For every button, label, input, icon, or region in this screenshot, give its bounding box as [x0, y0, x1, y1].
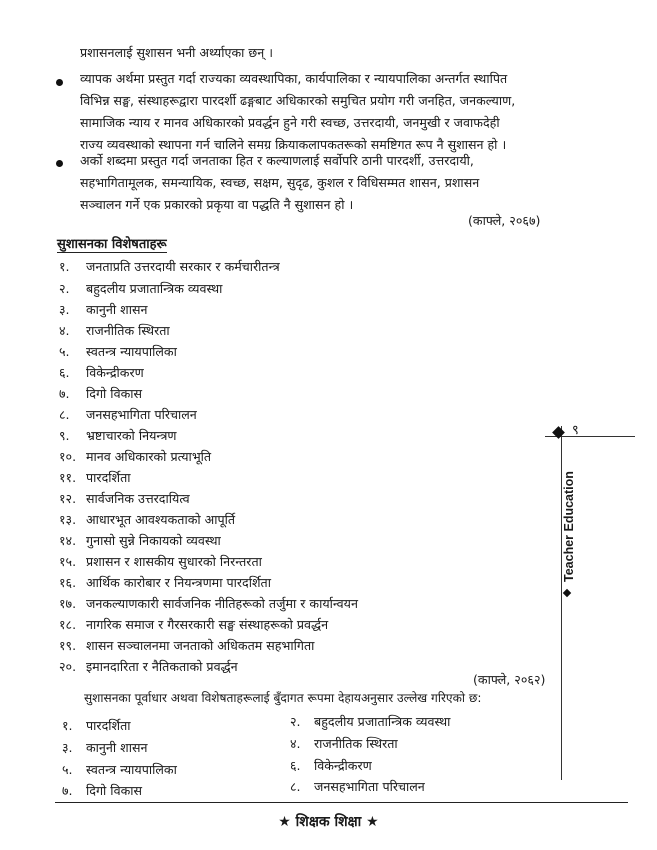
intro-line: सामाजिक न्याय र मानव अधिकारको प्रवर्द्धन हुने गरी स्वच्छ, उत्तरदायी, जनमुखी र जवाफदेही [80, 115, 500, 130]
list-item: राजनीतिक स्थिरता [86, 323, 170, 338]
section-heading: सुशासनका विशेषताहरू [57, 234, 167, 253]
list-item: पारदर्शिता [86, 470, 131, 485]
list-item: आर्थिक कारोबार र नियन्त्रणमा पारदर्शिता [86, 575, 271, 590]
list-item: दिगो विकास [86, 386, 143, 401]
list-item-number: २. [59, 281, 70, 296]
list-item: पारदर्शिता [86, 718, 131, 733]
list-item: गुनासो सुन्ने निकायको व्यवस्था [86, 533, 221, 548]
list-item: शासन सञ्चालनमा जनताको अधिकतम सहभागिता [86, 638, 315, 653]
list-item: विकेन्द्रीकरण [86, 365, 144, 380]
list-item-number: ७. [62, 783, 73, 798]
list-item: जनसहभागिता परिचालन [86, 407, 197, 422]
list-item-number: ३. [62, 740, 73, 755]
list-item-number: १. [59, 259, 70, 274]
intro-line: सहभागितामूलक, समन्यायिक, स्वच्छ, सक्षम, सुदृढ, कुशल र विधिसम्मत शासन, प्रशासन [80, 175, 480, 190]
intro-line: राज्य व्यवस्थाको स्थापना गर्न चालिने समग्र क्रियाकलापकतरूको समष्टिगत रूप नै सुशासन हो । [80, 137, 507, 152]
bullet-icon [56, 160, 63, 167]
intro-line: प्रशासनलाई सुशासन भनी अर्थ्याएका छन् । [80, 45, 273, 60]
list-item-number: १९. [59, 638, 77, 653]
list-item-number: ६. [290, 758, 301, 773]
list-item-number: १४. [59, 533, 77, 548]
list-item-number: ५. [59, 344, 70, 359]
list-item: कानुनी शासन [86, 302, 148, 317]
list-item-number: १०. [59, 449, 77, 464]
list-item-number: ९. [59, 428, 70, 443]
diamond-icon [563, 589, 571, 597]
list-item-number: १२. [59, 491, 77, 506]
list-item: स्वतन्त्र न्यायपालिका [86, 344, 177, 359]
list-item: सार्वजनिक उत्तरदायित्व [86, 491, 190, 506]
list-item: बहुदलीय प्रजातान्त्रिक व्यवस्था [86, 281, 223, 296]
citation: (काफ्ले, २०६२) [473, 672, 546, 687]
prereq-intro: सुशासनका पूर्वाधार अथवा विशेषताहरूलाई बुँदागत रूपमा देहायअनुसार उल्लेख गरिएको छ: [84, 691, 482, 705]
list-item: राजनीतिक स्थिरता [314, 736, 398, 751]
page-number: ९ [572, 423, 579, 438]
list-item-number: ३. [59, 302, 70, 317]
list-item: स्वतन्त्र न्यायपालिका [86, 762, 177, 777]
footer-rule [55, 802, 628, 803]
side-label: Teacher Education [562, 471, 576, 582]
footer-title: ★ शिक्षक शिक्षा ★ [278, 814, 379, 830]
list-item: बहुदलीय प्रजातान्त्रिक व्यवस्था [314, 714, 451, 729]
list-item: जनकल्याणकारी सार्वजनिक नीतिहरूको तर्जुमा र कार्यान्वयन [86, 596, 358, 611]
list-item: जनसहभागिता परिचालन [314, 779, 425, 794]
list-item-number: १५. [59, 554, 77, 569]
list-item-number: २०. [59, 659, 77, 674]
list-item-number: १८. [59, 617, 77, 632]
list-item-number: १६. [59, 575, 77, 590]
list-item-number: ११. [59, 470, 77, 485]
list-item-number: ६. [59, 365, 70, 380]
list-item-number: २. [290, 714, 301, 729]
list-item-number: ७. [59, 386, 70, 401]
list-item-number: १. [62, 718, 73, 733]
list-item-number: ४. [59, 323, 70, 338]
list-item: नागरिक समाज र गैरसरकारी सङ्घ संस्थाहरूको प्रवर्द्धन [86, 617, 329, 632]
list-item: प्रशासन र शासकीय सुधारको निरन्तरता [86, 554, 262, 569]
list-item-number: ८. [290, 779, 301, 794]
list-item: आधारभूत आवश्यकताको आपूर्ति [86, 512, 236, 527]
list-item-number: ८. [59, 407, 70, 422]
list-item: इमानदारिता र नैतिकताको प्रवर्द्धन [86, 659, 238, 674]
list-item-number: १३. [59, 512, 77, 527]
citation: (काफ्ले, २०६७) [468, 213, 541, 228]
intro-line: विभिन्न सङ्घ, संस्थाहरूद्वारा पारदर्शी ढङ्गबाट अधिकारको समुचित प्रयोग गरी जनहित, जनकल्याण, [80, 93, 516, 108]
intro-line: सञ्चालन गर्ने एक प्रकारको प्रकृया वा पद्धति नै सुशासन हो । [80, 197, 354, 212]
intro-line: व्यापक अर्थमा प्रस्तुत गर्दा राज्यका व्यवस्थापिका, कार्यपालिका र न्यायपालिका अन्तर्गत स्थापित [80, 71, 508, 86]
list-item: जनताप्रति उत्तरदायी सरकार र कर्मचारीतन्त्र [86, 259, 280, 274]
list-item: भ्रष्टाचारको नियन्त्रण [86, 428, 177, 443]
list-item: विकेन्द्रीकरण [314, 758, 372, 773]
list-item-number: १७. [59, 596, 77, 611]
list-item: दिगो विकास [86, 783, 143, 798]
list-item-number: ५. [62, 762, 73, 777]
intro-line: अर्को शब्दमा प्रस्तुत गर्दा जनताका हित र कल्याणलाई सर्वोपरि ठानी पारदर्शी, उत्तरदायी, [80, 153, 474, 168]
bullet-icon [56, 79, 63, 86]
list-item: कानुनी शासन [86, 740, 148, 755]
list-item-number: ४. [290, 736, 301, 751]
list-item: मानव अधिकारको प्रत्याभूति [86, 449, 212, 464]
